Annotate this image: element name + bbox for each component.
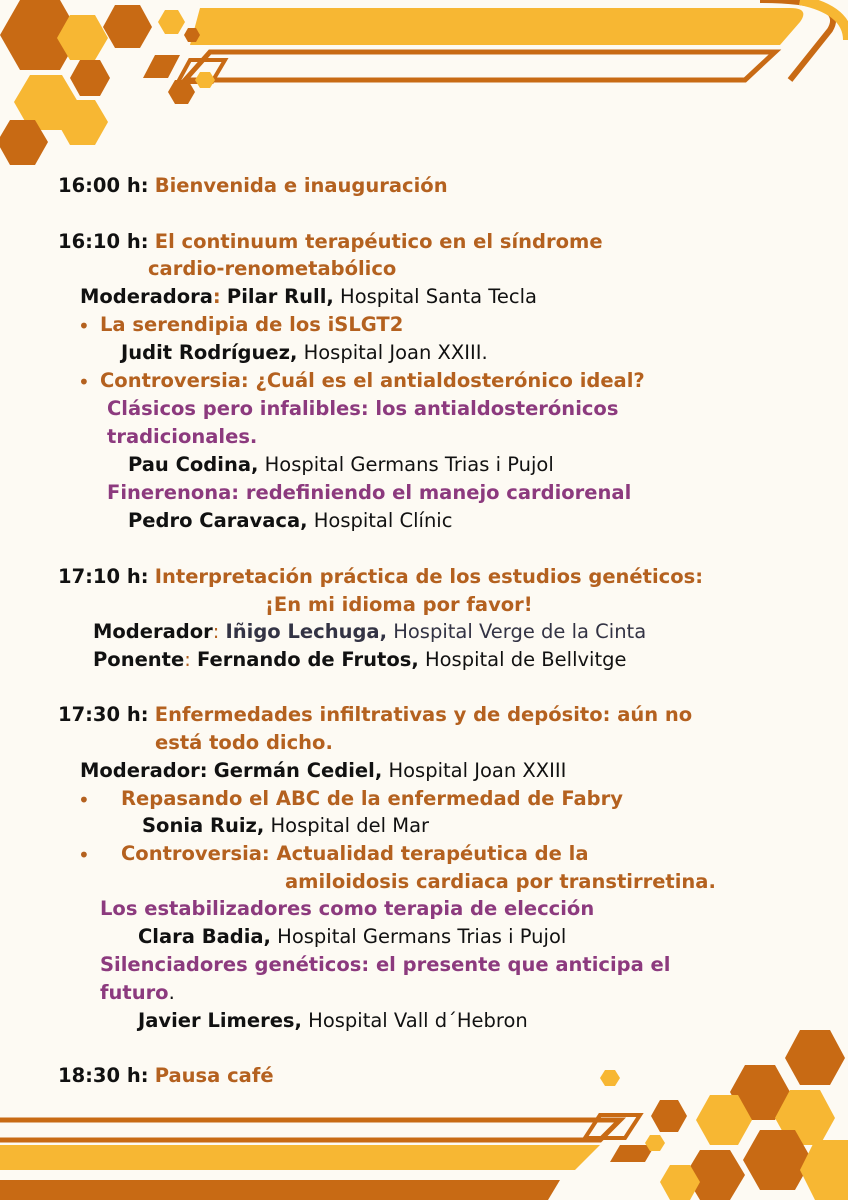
moderator-hospital: Hospital Santa Tecla xyxy=(340,285,537,308)
moderator-name: Pilar Rull, xyxy=(226,285,334,308)
speaker-name: Clara Badia, xyxy=(138,925,271,948)
subtalk-title-text: futuro xyxy=(100,981,169,1004)
session-1710 xyxy=(58,564,703,590)
speaker-name: Javier Limeres, xyxy=(138,1009,302,1032)
role-label: Moderador xyxy=(93,620,213,643)
session-1830 xyxy=(58,1063,274,1089)
session-time: 16:10 h: xyxy=(58,230,149,253)
session-title: Enfermedades infiltrativas y de depósito: aún no xyxy=(154,703,693,726)
subtalk-title-cont xyxy=(100,980,175,1006)
speaker-name: Judit Rodríguez, xyxy=(121,341,298,364)
moderator-name: Germán Cediel, xyxy=(213,759,383,782)
role-label: Moderador: xyxy=(80,759,208,782)
session-1610 xyxy=(58,229,603,255)
session-title: Pausa café xyxy=(154,1064,274,1087)
role-label: Moderadora xyxy=(80,285,213,308)
speaker-line xyxy=(128,508,452,534)
speaker-hospital: Hospital Vall d´Hebron xyxy=(308,1009,528,1032)
bullet: • xyxy=(78,370,90,394)
session-1600 xyxy=(58,173,448,199)
session-title: El continuum terapéutico en el síndrome xyxy=(154,230,603,253)
role-colon: : xyxy=(212,620,220,643)
subtalk-title: Finerenona: redefiniendo el manejo cardiorenal xyxy=(107,481,632,504)
speaker-line xyxy=(138,1008,528,1034)
speaker-name: Pau Codina, xyxy=(128,453,259,476)
bullet: • xyxy=(78,314,90,338)
moderator-line xyxy=(80,284,537,310)
subtalk-title-dot: . xyxy=(168,981,175,1004)
speaker-name: Sonia Ruiz, xyxy=(142,814,265,837)
role-colon: : xyxy=(184,648,191,671)
moderator-name: Iñigo Lechuga, xyxy=(225,620,387,643)
talk-title: Controversia: Actualidad terapéutica de la xyxy=(121,842,589,865)
speaker-hospital: Hospital del Mar xyxy=(270,814,430,837)
speaker-hospital: Hospital Joan XXIII. xyxy=(303,341,488,364)
role-colon: : xyxy=(212,285,221,308)
bullet: • xyxy=(78,843,90,867)
talk-title-cont: amiloidosis cardiaca por transtirretina. xyxy=(285,870,716,893)
subtalk-title: Los estabilizadores como terapia de elección xyxy=(100,897,595,920)
subtalk-title: Silenciadores genéticos: el presente que anticipa el xyxy=(100,953,671,976)
talk-title: Controversia: ¿Cuál es el antialdosterónico ideal? xyxy=(100,369,645,392)
role-label: Ponente xyxy=(93,648,185,671)
speaker-name: Fernando de Frutos, xyxy=(197,648,419,671)
session-1730 xyxy=(58,702,692,728)
session-title-cont: ¡En mi idioma por favor! xyxy=(265,593,533,616)
speaker-line xyxy=(93,647,626,673)
speaker-hospital: Hospital Germans Trias i Pujol xyxy=(277,925,567,948)
moderator-hospital: Hospital Joan XXIII xyxy=(388,759,567,782)
talk-title: La serendipia de los iSLGT2 xyxy=(100,313,404,336)
speaker-hospital: Hospital de Bellvitge xyxy=(424,648,627,671)
speaker-line xyxy=(128,452,554,478)
session-title: Bienvenida e inauguración xyxy=(154,174,448,197)
subtalk-title-cont: tradicionales. xyxy=(107,425,258,448)
moderator-line xyxy=(93,619,646,645)
session-title: Interpretación práctica de los estudios genéticos: xyxy=(154,565,704,588)
session-title-cont: está todo dicho. xyxy=(155,731,333,754)
moderator-hospital: Hospital Verge de la Cinta xyxy=(393,620,647,643)
speaker-hospital: Hospital Germans Trias i Pujol xyxy=(264,453,554,476)
session-time: 18:30 h: xyxy=(58,1064,149,1087)
speaker-hospital: Hospital Clínic xyxy=(313,509,453,532)
session-time: 17:10 h: xyxy=(58,565,149,588)
speaker-name: Pedro Caravaca, xyxy=(128,509,308,532)
session-title-cont: cardio-renometabólico xyxy=(148,257,397,280)
bullet: • xyxy=(78,788,90,812)
moderator-line xyxy=(80,758,566,784)
speaker-line xyxy=(142,813,429,839)
talk-title: Repasando el ABC de la enfermedad de Fabry xyxy=(121,787,623,810)
session-time: 17:30 h: xyxy=(58,703,149,726)
speaker-line xyxy=(121,340,488,366)
session-time: 16:00 h: xyxy=(58,174,149,197)
subtalk-title: Clásicos pero infalibles: los antialdosterónicos xyxy=(107,397,619,420)
speaker-line xyxy=(138,924,566,950)
